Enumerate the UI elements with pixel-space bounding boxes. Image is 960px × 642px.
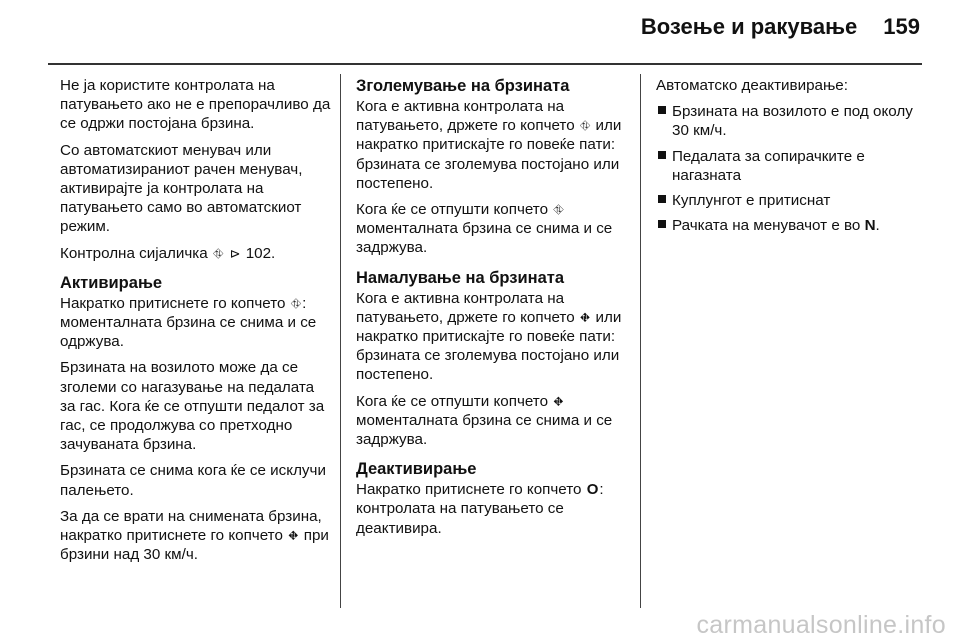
page-header [641,14,920,50]
paragraph: За да се врати на снимената брзина, накратко притиснете го копчето ⛖ при брзини над 30 км/ч. [60,507,329,564]
bullet-icon [658,151,666,159]
speed-minus-icon: ⛖ [553,393,564,409]
paragraph: Со автоматскиот менувач или автоматизираниот рачен менувач, активирајте ја контролата на патувањето само во автоматскиот режим. [60,141,303,236]
paragraph: Автоматско деактивирање: [656,77,848,94]
bullet-icon [658,220,666,228]
bullet-icon [658,195,666,203]
off-button-icon: O [586,481,599,499]
paragraph: Брзината на возилото може да се зголеми со нагазување на педалата за гас. Кога ќе се отпушти педалот за гас, се продолжува со претходно зачуваната брзина. [60,359,325,454]
speed-plus-icon: ⛗ [553,202,564,218]
speed-minus-icon: ⛖ [579,309,591,325]
paragraph: Накратко притиснете го копчето O: контролата на патувањето се деактивира. [356,481,604,537]
paragraph: Накратко притиснете го копчето ⛗: моменталната брзина се снима и се одржува. [60,294,317,351]
speed-minus-icon: ⛖ [288,528,299,544]
paragraph: Кога е активна контролата на патувањето, држете го копчето ⛗ или накратко притискајте го повеќе пати: брзината се зголемува постојано или постепено. [356,98,622,192]
heading-increase-speed: Зголемување на брзината [356,77,570,95]
heading-activate: Активирање [60,273,163,292]
list-item: Куплунгот е притиснат [656,191,926,210]
paragraph: Не ја користите контролата на патувањето ако не е препорачливо да се одржи постојана брзина. [60,77,331,133]
header-title: Возење и ракување [640,14,858,39]
list-item: Рачката на менувачот е во N. [656,216,926,235]
bullet-icon [658,106,666,114]
list-item: Брзината на возилото е под околу 30 км/ч. [656,102,926,140]
column-divider-1 [340,74,341,608]
speed-plus-icon: ⛗ [579,118,591,134]
paragraph: Контролна сијаличка ⛗ ⊳ 102. [60,244,276,262]
reference-arrow-icon: ⊳ [229,245,241,261]
column-1 [60,76,332,571]
page-number: 159 [883,14,920,39]
list-item: Педалата за сопирачките е нагазната [656,147,926,185]
paragraph: Кога е активна контролата на патувањето, држете го копчето ⛖ или накратко притискајте го повеќе пати: брзината се зголемува постојано или постепено. [356,289,622,384]
paragraph: Брзината се снима кога ќе се исклучи палењето. [60,462,326,499]
paragraph: Кога ќе се отпушти копчето ⛖ моменталната брзина се снима и се задржува. [356,392,613,449]
cruise-indicator-icon: ⛗ [212,245,224,261]
watermark: carmanualsonline.info [696,611,946,639]
paragraph: Кога ќе се отпушти копчето ⛗ моменталната брзина се снима и се задржува. [356,201,613,257]
column-3 [656,76,926,241]
deactivation-list [656,102,926,235]
header-rule [48,63,922,65]
column-divider-2 [640,74,641,608]
speed-plus-icon: ⛗ [290,295,302,311]
heading-decrease-speed: Намалување на брзината [356,268,565,287]
heading-deactivate: Деактивирање [356,460,477,479]
column-2 [356,76,632,545]
